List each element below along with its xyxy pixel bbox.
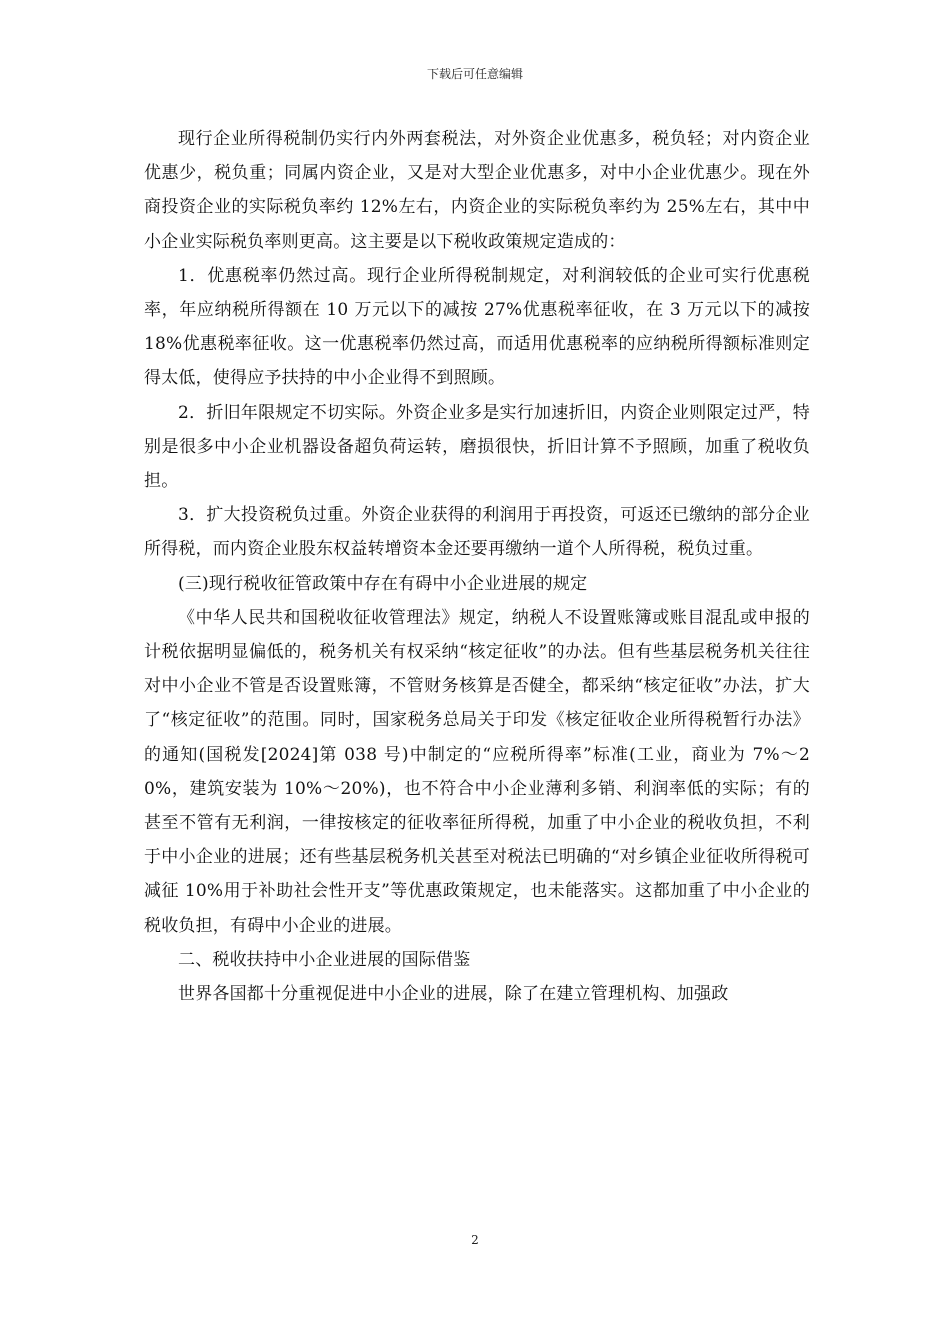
paragraph-point-2: 2．折旧年限规定不切实际。外资企业多是实行加速折旧，内资企业则限定过严，特别是很多中小企业机器设备超负荷运转，磨损很快，折旧计算不予照顾，加重了税收负担。 [144, 402, 810, 492]
paragraph-point-3: 3．扩大投资税负过重。外资企业获得的利润用于再投资，可返还已缴纳的部分企业所得税，而内资企业股东权益转增资本金还要再缴纳一道个人所得税，税负过重。 [144, 505, 810, 560]
section-heading-3: (三)现行税收征管政策中存在有碍中小企业进展的规定 [178, 573, 588, 594]
paragraph-point-1: 1．优惠税率仍然过高。现行企业所得税制规定，对利润较低的企业可实行优惠税率，年应纳税所得额在 10 万元以下的减按 27%优惠税率征收，在 3 万元以下的减按 18%优惠税率征收。这一优惠税率仍然过高，而适用优惠税率的应纳税所得额标准则定得太低，使得应予扶持的中小企业得不到照顾。 [144, 265, 810, 389]
paragraph-intro: 现行企业所得税制仍实行内外两套税法，对外资企业优惠多，税负轻；对内资企业优惠少，税负重；同属内资企业，又是对大型企业优惠多，对中小企业优惠少。现在外商投资企业的实际税负率约 12%左右，内资企业的实际税负率约为 25%左右，其中中小企业实际税负率则更高。这主要是以下税收政策规定造成的： [144, 129, 810, 252]
page-number: 2 [471, 1233, 479, 1247]
page-header: 下载后可任意编辑 [426, 67, 523, 81]
paragraph-tax-law: 《中华人民共和国税收征收管理法》规定，纳税人不设置账簿或账目混乱或申报的计税依据明显偏低的，税务机关有权采纳“核定征收”的办法。但有些基层税务机关往往对中小企业不管是否设置账簿，不管财务核算是否健全，都采纳“核定征收”办法，扩大了“核定征收”的范围。同时，国家税务总局关于印发《核定征收企业所得税暂行办法》的通知(国税发[2024]第 038 号)中制定的“应税所得率”标准(工业，商业为 7%～20%，建筑安装为 10%～20%)，也不符合中小企业薄利多销、利润率低的实际；有的甚至不管有无利润，一律按核定的征收率征所得税，加重了中小企业的税收负担，不利于中小企业的进展；还有些基层税务机关甚至对税法已明确的“对乡镇企业征收所得税可减征 10%用于补助社会性开支”等优惠政策规定，也未能落实。这都加重了中小企业的税收负担，有碍中小企业的进展。 [144, 607, 810, 936]
paragraph-international: 世界各国都十分重视促进中小企业的进展，除了在建立管理机构、加强政 [178, 984, 729, 1005]
section-heading-2: 二、税收扶持中小企业进展的国际借鉴 [178, 949, 471, 970]
document-body [144, 122, 810, 1011]
